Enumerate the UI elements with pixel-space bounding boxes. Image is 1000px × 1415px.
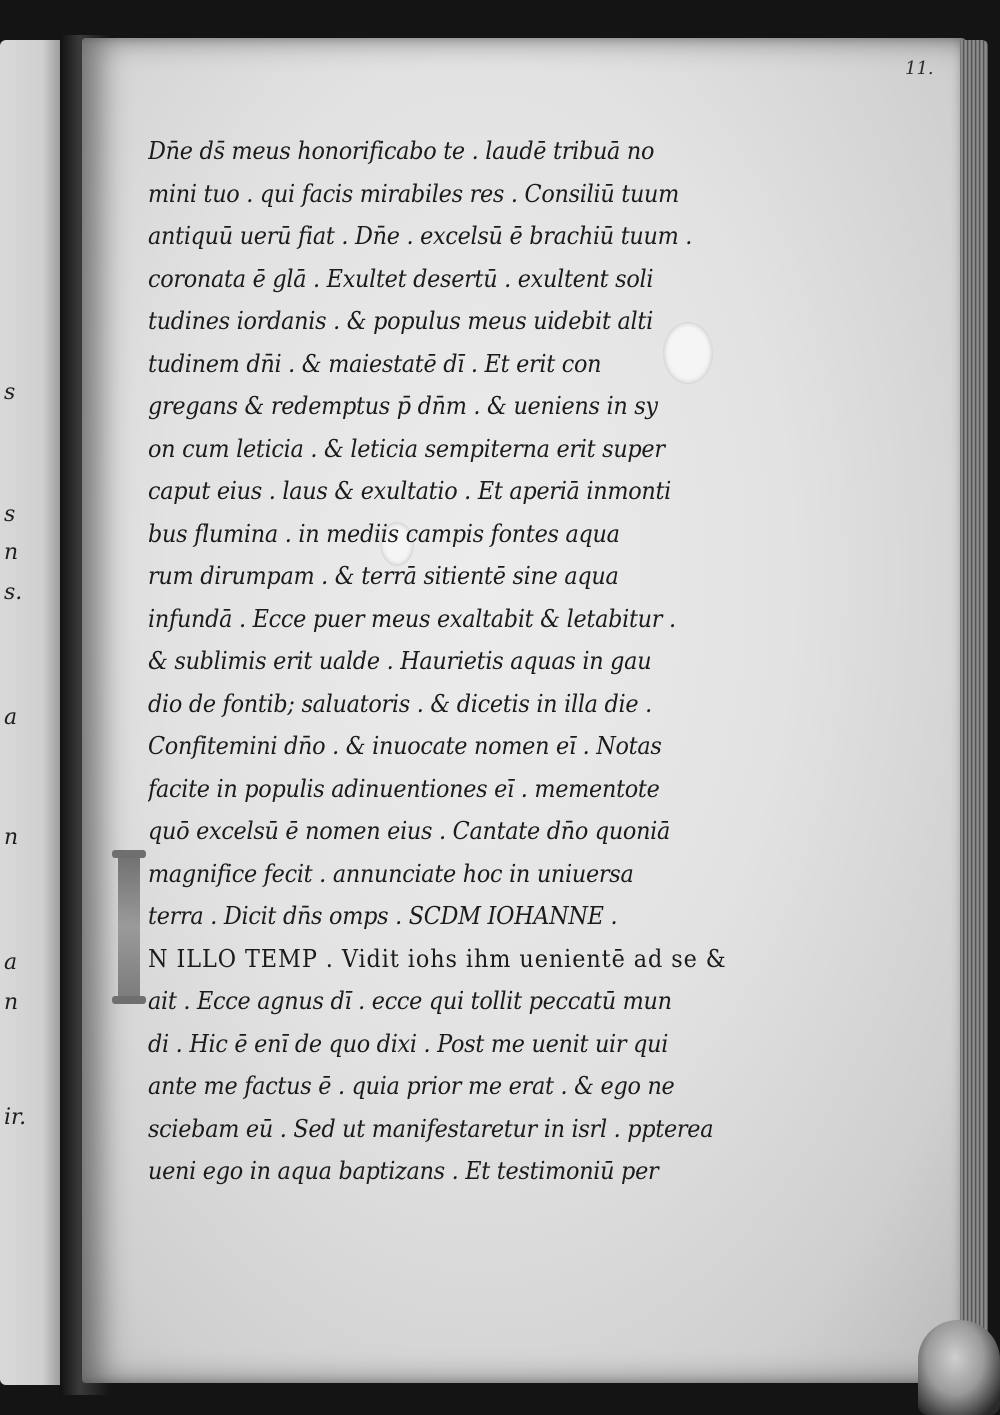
text-line: gregans & redemptus p̄ dn̄m . & ueniens in sy bbox=[148, 392, 658, 420]
text-line: mini tuo . qui facis mirabiles res . Consiliū tuum bbox=[148, 179, 680, 208]
text-line: Dn̄e ds̄ meus honorificabo te . laudē tribuā no bbox=[148, 137, 655, 165]
left-page-fragment: s bbox=[4, 380, 16, 405]
text-line: tudinem dn̄i . & maiestatē dī . Et erit con bbox=[148, 349, 602, 378]
text-line: bus flumina . in mediis campis fontes aqua bbox=[148, 519, 620, 548]
text-line: Confitemini dn̄o . & inuocate nomen eī . Notas bbox=[148, 732, 662, 760]
left-page-fragment: n bbox=[4, 990, 19, 1015]
text-line: quō excelsū ē nomen eius . Cantate dn̄o quoniā bbox=[148, 817, 671, 845]
text-line: coronata ē glā . Exultet desertū . exultent soli bbox=[148, 264, 654, 293]
left-page-fragment: a bbox=[4, 705, 18, 730]
text-line: terra . Dicit dn̄s omps . SCDM IOHANNE . bbox=[148, 902, 618, 930]
thumb bbox=[918, 1320, 1000, 1415]
left-page-fragment: s. bbox=[4, 580, 23, 605]
left-page-fragment: n bbox=[4, 540, 19, 565]
text-line: tudines iordanis . & populus meus uidebit alti bbox=[148, 307, 653, 335]
text-line: facite in populis adinuentiones eī . mementote bbox=[148, 774, 660, 803]
text-line: ante me factus ē . quia prior me erat . & ego ne bbox=[148, 1072, 675, 1100]
text-line: caput eius . laus & exultatio . Et aperiā inmonti bbox=[148, 477, 672, 505]
text-line: ueni ego in aqua baptizans . Et testimoniū per bbox=[148, 1157, 659, 1185]
text-line: N ILLO TEMP . Vidit iohs ihm uenientē ad se & bbox=[148, 944, 727, 973]
text-line: antiquū uerū fiat . Dn̄e . excelsū ē brachiū tuum . bbox=[148, 222, 693, 250]
text-line: infundā . Ecce puer meus exaltabit & letabitur . bbox=[148, 604, 676, 633]
text-line: sciebam eū . Sed ut manifestaretur in isrl . ppterea bbox=[148, 1114, 714, 1143]
left-page-fragment: n bbox=[4, 825, 19, 850]
folio-number: 11. bbox=[905, 58, 934, 79]
decorated-initial bbox=[118, 852, 140, 1002]
text-line: ait . Ecce agnus dī . ecce qui tollit peccatū mun bbox=[148, 987, 672, 1015]
left-page-fragment: a bbox=[4, 950, 18, 975]
left-page-fragment: ir. bbox=[4, 1105, 27, 1130]
text-line: & sublimis erit ualde . Haurietis aquas in gau bbox=[148, 647, 652, 675]
manuscript-text bbox=[148, 130, 808, 1193]
text-line: on cum leticia . & leticia sempiterna erit super bbox=[148, 434, 665, 463]
text-line: rum dirumpam . & terrā sitientē sine aqua bbox=[148, 562, 619, 590]
left-page-fragment: s bbox=[4, 502, 16, 527]
text-line: magnifice fecit . annunciate hoc in uniuersa bbox=[148, 859, 634, 888]
text-line: di . Hic ē enī de quo dixi . Post me uenit uir qui bbox=[148, 1029, 669, 1058]
text-line: dio de fontib; saluatoris . & dicetis in illa die . bbox=[148, 689, 652, 718]
page-edges bbox=[960, 40, 988, 1380]
